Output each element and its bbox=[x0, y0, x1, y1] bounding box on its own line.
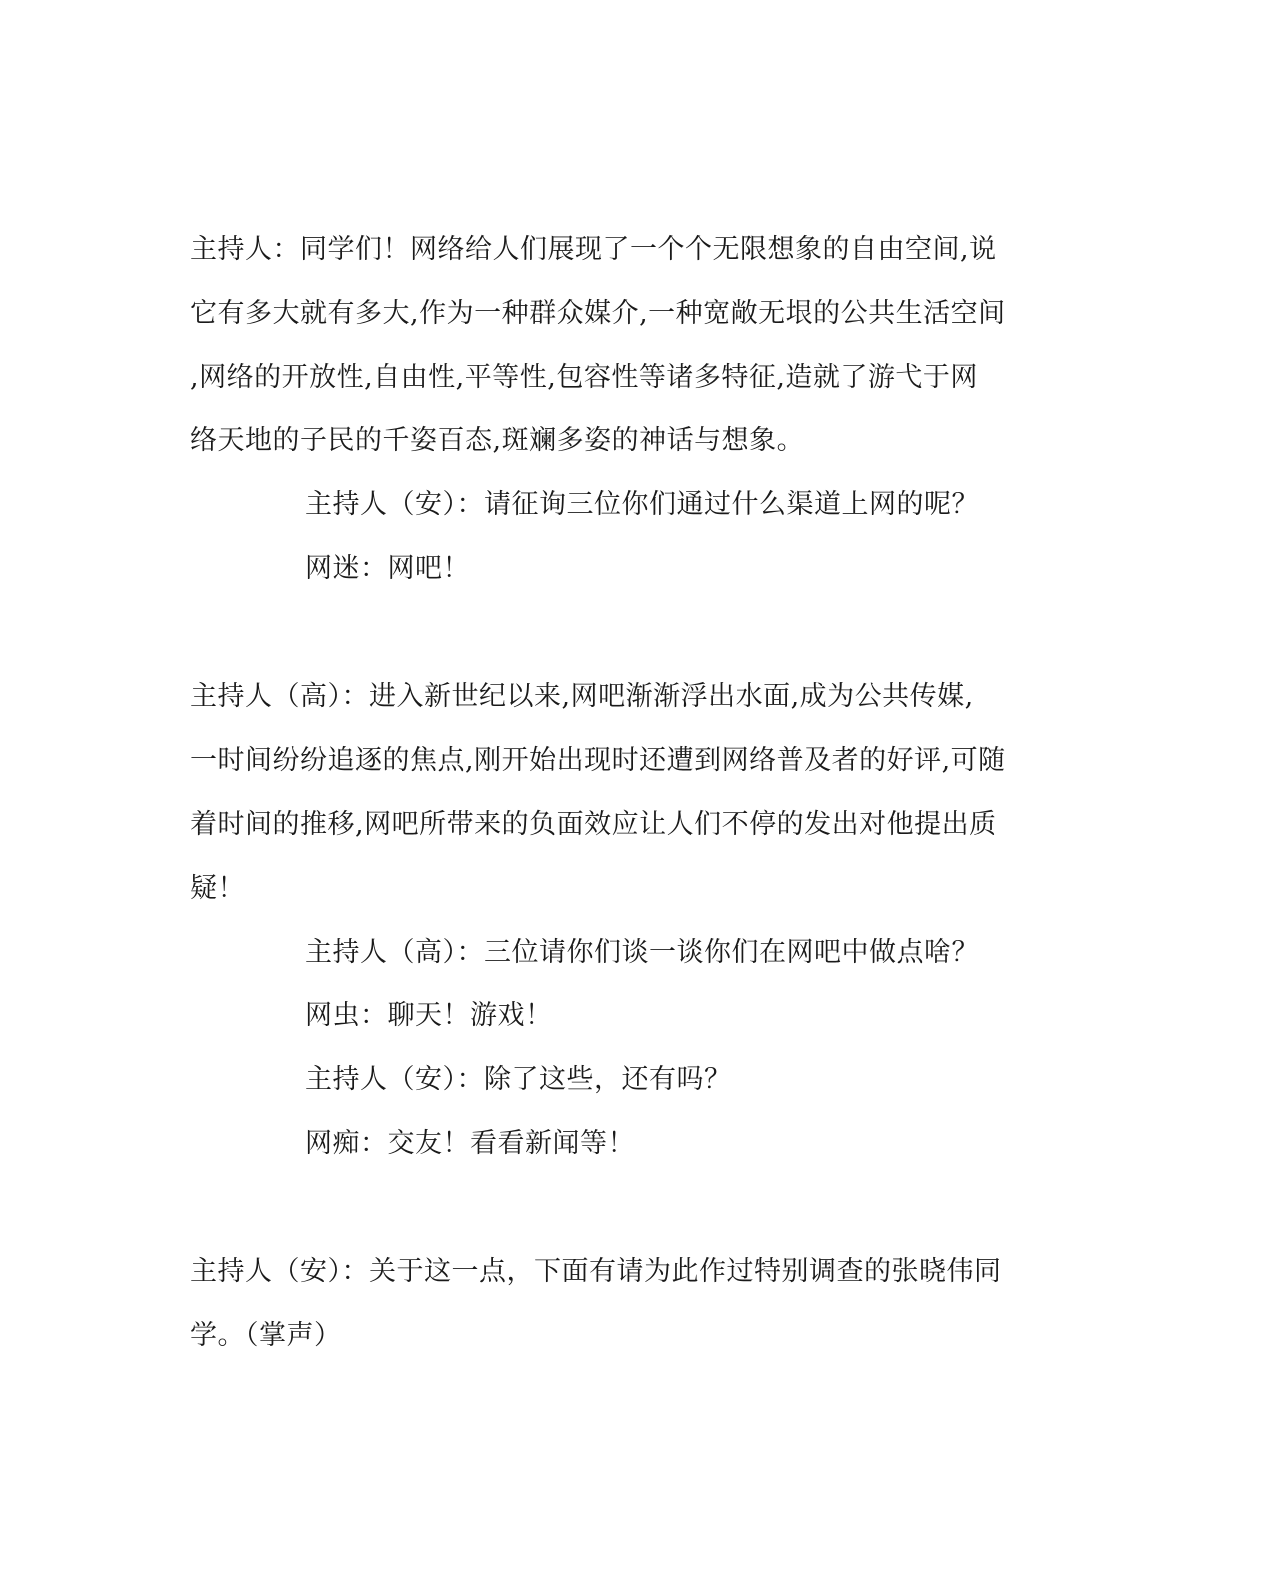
paragraph-line: 学。（掌声） bbox=[190, 1320, 342, 1351]
dialog-line: 网虫：聊天！游戏！ bbox=[305, 1000, 553, 1031]
paragraph-line: 疑！ bbox=[190, 873, 245, 904]
paragraph-line: 主持人（安）：关于这一点，下面有请为此作过特别调查的张晓伟同 bbox=[190, 1256, 1002, 1287]
dialog-line: 主持人（安）：请征询三位你们通过什么渠道上网的呢？ bbox=[305, 489, 979, 520]
paragraph-line: ,网络的开放性,自由性,平等性,包容性等诸多特征,造就了游弋于网 bbox=[190, 362, 978, 393]
paragraph-line: 主持人（高）：进入新世纪以来,网吧渐渐浮出水面,成为公共传媒, bbox=[190, 681, 974, 712]
paragraph-line: 着时间的推移,网吧所带来的负面效应让人们不停的发出对他提出质 bbox=[190, 809, 997, 840]
dialog-line: 主持人（安）：除了这些，还有吗？ bbox=[305, 1064, 732, 1095]
paragraph-line: 主持人：同学们！网络给人们展现了一个个无限想象的自由空间,说 bbox=[190, 234, 997, 265]
paragraph-line: 它有多大就有多大,作为一种群众媒介,一种宽敞无垠的公共生活空间 bbox=[190, 298, 1006, 329]
dialog-line: 主持人（高）：三位请你们谈一谈你们在网吧中做点啥？ bbox=[305, 937, 979, 968]
dialog-line: 网痴：交友！看看新闻等！ bbox=[305, 1128, 635, 1159]
dialog-line: 网迷：网吧！ bbox=[305, 553, 470, 584]
paragraph-line: 一时间纷纷追逐的焦点,刚开始出现时还遭到网络普及者的好评,可随 bbox=[190, 745, 1006, 776]
paragraph-line: 络天地的子民的千姿百态,斑斓多姿的神话与想象。 bbox=[190, 425, 805, 456]
